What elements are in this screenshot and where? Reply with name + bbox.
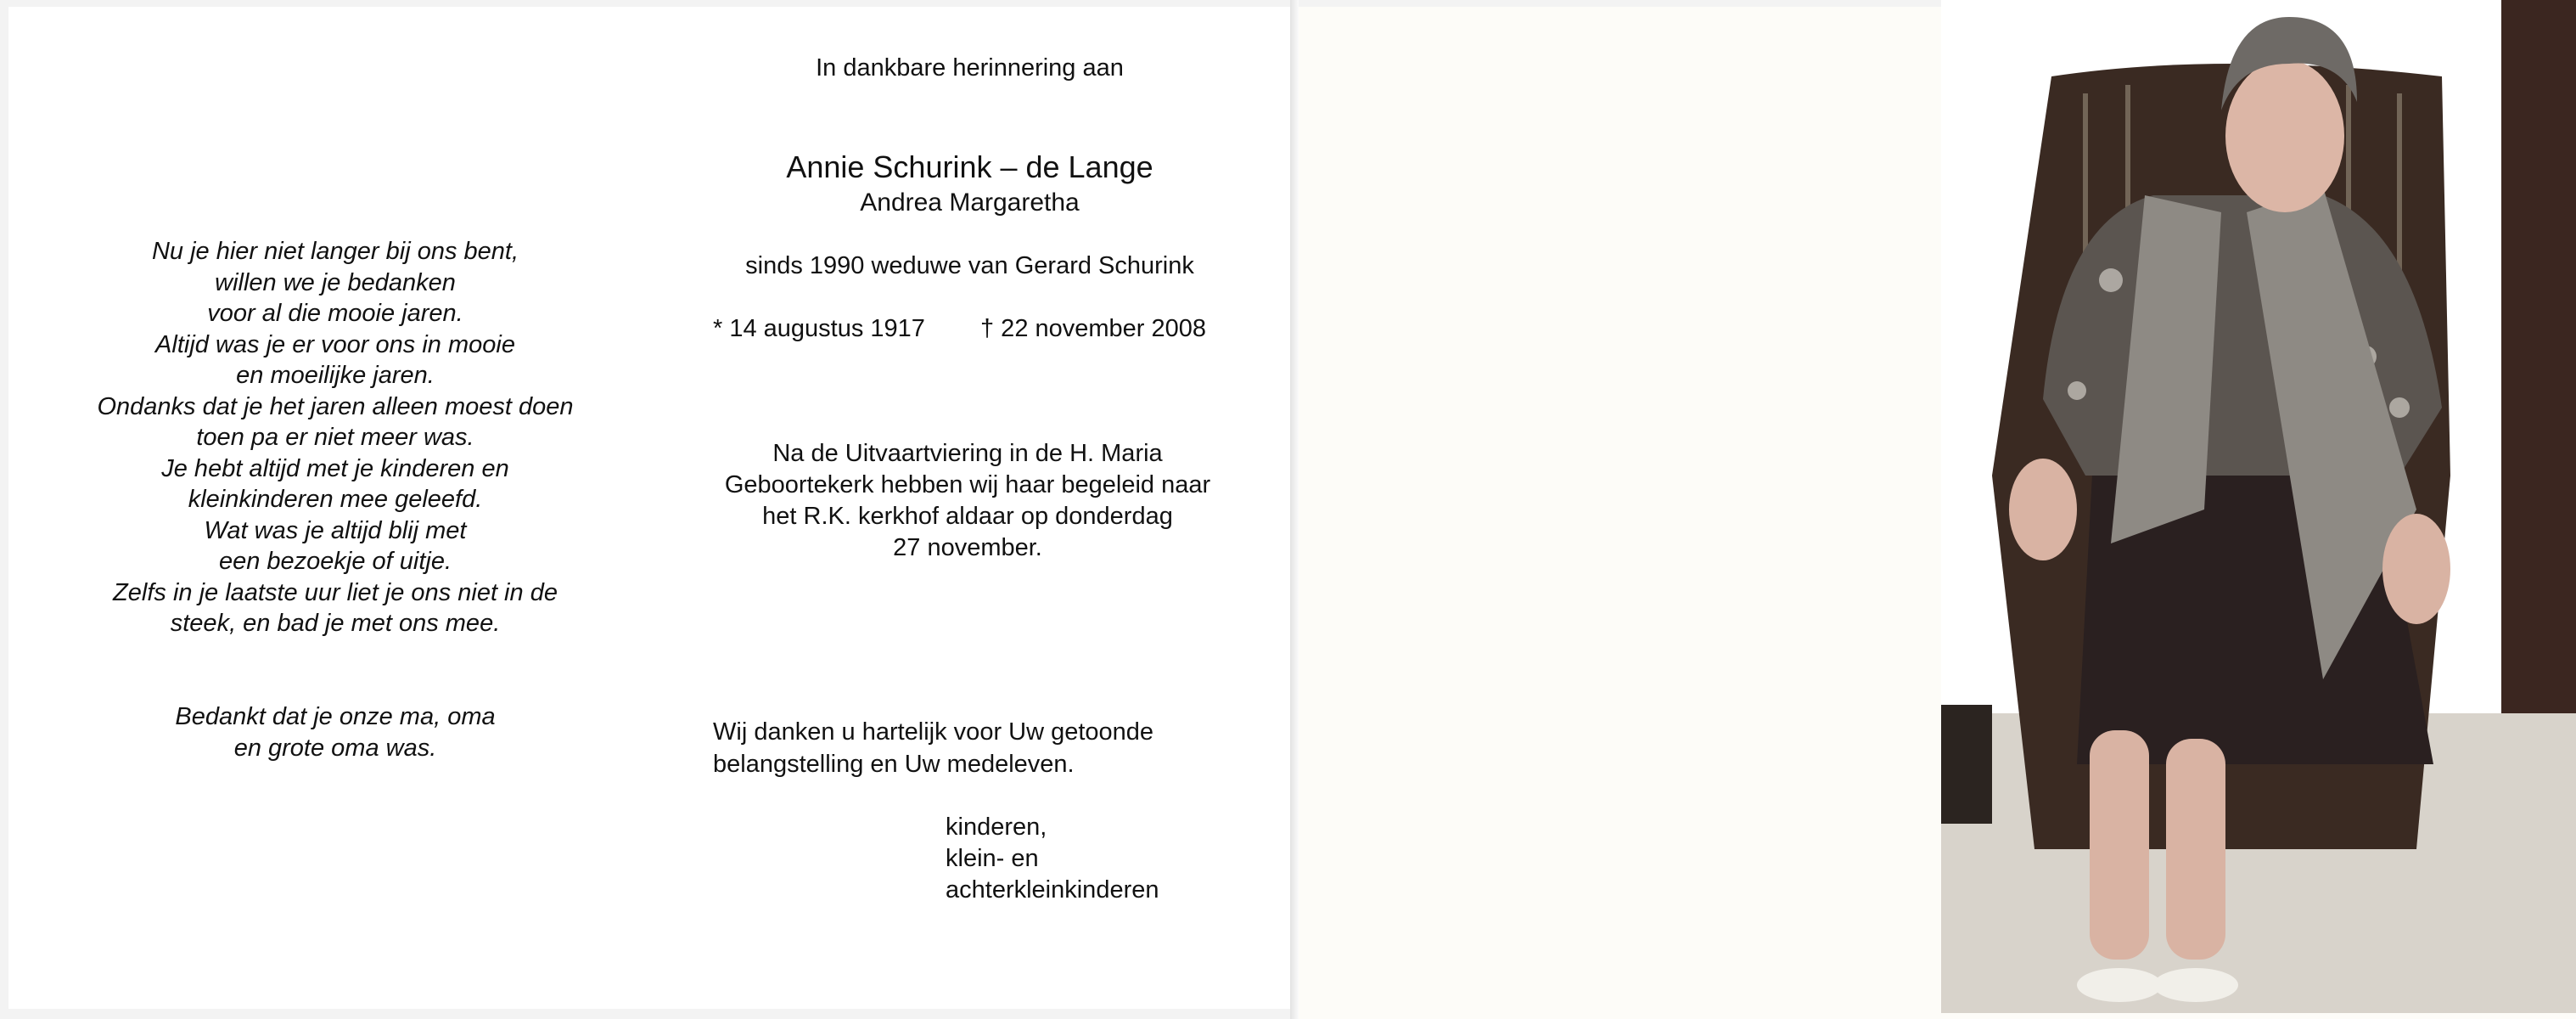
poem-line: Wat was je altijd blij met bbox=[204, 516, 467, 544]
widow-note: sinds 1990 weduwe van Gerard Schurink bbox=[745, 252, 1194, 279]
poem bbox=[51, 236, 620, 639]
signoff-line: achterkleinkinderen bbox=[946, 876, 1159, 904]
left-hand bbox=[2009, 459, 2077, 560]
door-frame bbox=[2501, 0, 2576, 764]
birth-date: * 14 augustus 1917 bbox=[713, 315, 925, 342]
service-line: Geboortekerk hebben wij haar begeleid naar bbox=[724, 471, 1211, 498]
poem-line: Ondanks dat je het jaren alleen moest doen bbox=[97, 392, 574, 420]
right-shoe bbox=[2153, 968, 2238, 1002]
family-signoff bbox=[946, 812, 1159, 906]
face bbox=[2225, 59, 2344, 212]
memorial-intro: In dankbare herinnering aan bbox=[816, 54, 1124, 82]
poem-line: voor al die mooie jaren. bbox=[207, 300, 463, 327]
thanks-line: Wij danken u hartelijk voor Uw getoonde bbox=[713, 718, 1154, 746]
card-fold bbox=[1290, 0, 1299, 1019]
deceased-name: Annie Schurink – de Lange bbox=[786, 149, 1153, 184]
poem-line: toen pa er niet meer was. bbox=[196, 424, 474, 451]
portrait-illustration bbox=[1941, 0, 2576, 1013]
signoff-line: klein- en bbox=[946, 845, 1039, 872]
poem-closing bbox=[51, 701, 620, 763]
signoff-line: kinderen, bbox=[946, 814, 1047, 841]
portrait-photo bbox=[1941, 0, 2576, 1013]
poem-line: een bezoekje of uitje. bbox=[218, 548, 452, 575]
poem-line: willen we je bedanken bbox=[215, 268, 456, 296]
poem-line: kleinkinderen mee geleefd. bbox=[188, 486, 483, 513]
left-shoe bbox=[2077, 968, 2162, 1002]
poem-line: Altijd was je er voor ons in mooie bbox=[155, 330, 515, 358]
poem-line: Je hebt altijd met je kinderen en bbox=[161, 454, 509, 482]
thanks-line: belangstelling en Uw medeleven. bbox=[713, 751, 1075, 778]
closing-line: en grote oma was. bbox=[233, 734, 437, 762]
poem-line: Zelfs in je laatste uur liet je ons niet in de bbox=[113, 578, 558, 606]
right-hand bbox=[2382, 514, 2450, 624]
service-line: het R.K. kerkhof aldaar op donderdag bbox=[762, 503, 1173, 530]
closing-line: Bedankt dat je onze ma, oma bbox=[175, 703, 496, 730]
left-leg bbox=[2090, 730, 2149, 960]
poem-line: Nu je hier niet langer bij ons bent, bbox=[151, 238, 519, 265]
poem-line: en moeilijke jaren. bbox=[236, 362, 435, 389]
side-table bbox=[1941, 705, 1992, 824]
given-names: Andrea Margaretha bbox=[860, 189, 1080, 217]
right-leg bbox=[2166, 739, 2225, 960]
funeral-service-note bbox=[704, 438, 1231, 564]
thanks-note bbox=[713, 716, 1224, 780]
death-date: † 22 november 2008 bbox=[980, 315, 1207, 342]
service-line: Na de Uitvaartviering in de H. Maria bbox=[772, 440, 1163, 467]
service-line: 27 november. bbox=[893, 534, 1042, 561]
poem-line: steek, en bad je met ons mee. bbox=[170, 610, 501, 637]
